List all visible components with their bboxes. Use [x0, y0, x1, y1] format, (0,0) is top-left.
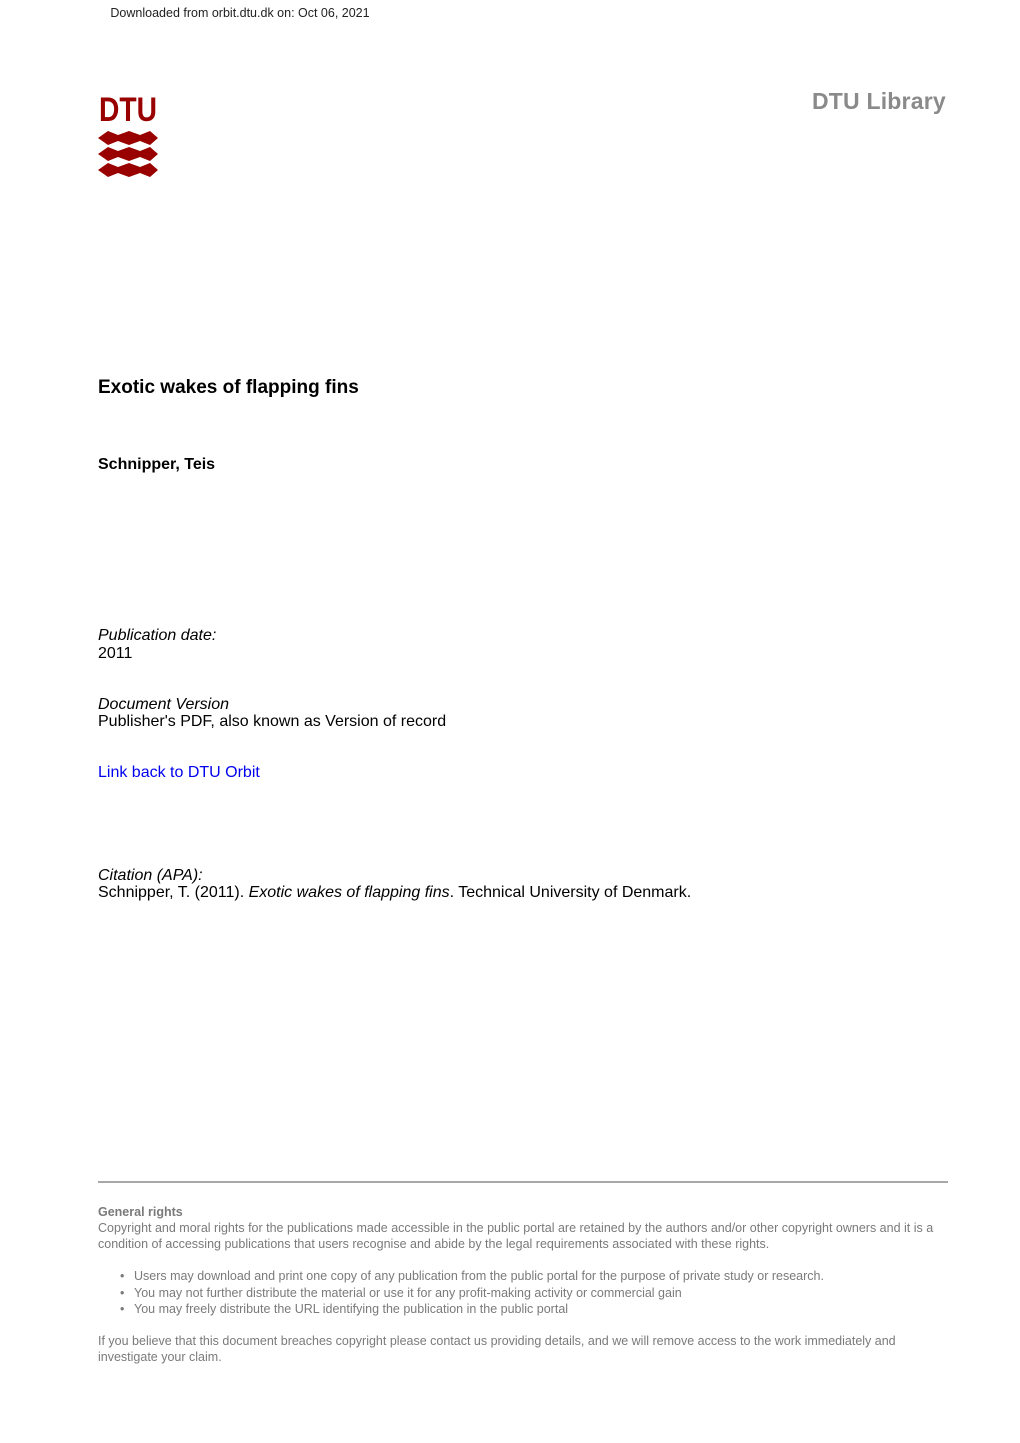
dtu-wave-3 [98, 163, 158, 177]
document-author: Schnipper, Teis [98, 456, 216, 473]
dtu-wave-1 [98, 131, 158, 145]
footer-divider [98, 1181, 948, 1183]
citation-label: Citation (APA): [98, 867, 203, 884]
download-notice: Downloaded from orbit.dtu.dk on: Oct 06, 2021 [110, 6, 370, 20]
orbit-link[interactable]: Link back to DTU Orbit [98, 764, 260, 781]
citation-prefix: Schnipper, T. (2011). [98, 884, 249, 901]
document-version-label: Document Version [98, 696, 230, 713]
dtu-library-logo: DTU Library [812, 88, 946, 114]
publication-date: 2011 [98, 645, 133, 662]
document-version: Publisher's PDF, also known as Version of record [98, 713, 447, 730]
list-item: • You may not further distribute the material or use it for any profit-making activity or commercial gain [120, 1285, 970, 1302]
citation-suffix: . Technical University of Denmark. [449, 884, 692, 901]
general-rights-heading: General rights [98, 1205, 183, 1219]
citation-title: Exotic wakes of flapping fins [248, 884, 450, 901]
dtu-logo [98, 90, 160, 180]
citation [98, 884, 691, 902]
general-rights-text: Copyright and moral rights for the publications made accessible in the public portal are retained by the authors and/or other copyright owners and it is a condition of accessing publications that users recognise and abide by the legal requirements associated with these rights. [98, 1221, 934, 1251]
dtu-wave-2 [98, 147, 158, 161]
list-item: • Users may download and print one copy of any publication from the public portal for the purpose of private study or research. [120, 1268, 970, 1285]
general-rights-list [98, 1268, 970, 1318]
breach-notice: If you believe that this document breaches copyright please contact us providing details, and we will remove access to the work immediately and investigate your claim. [98, 1334, 896, 1364]
document-title: Exotic wakes of flapping fins [98, 377, 359, 398]
list-item: • You may freely distribute the URL identifying the publication in the public portal [120, 1301, 970, 1318]
publication-date-label: Publication date: [98, 627, 217, 644]
dtu-logo-text: DTU [99, 91, 157, 129]
